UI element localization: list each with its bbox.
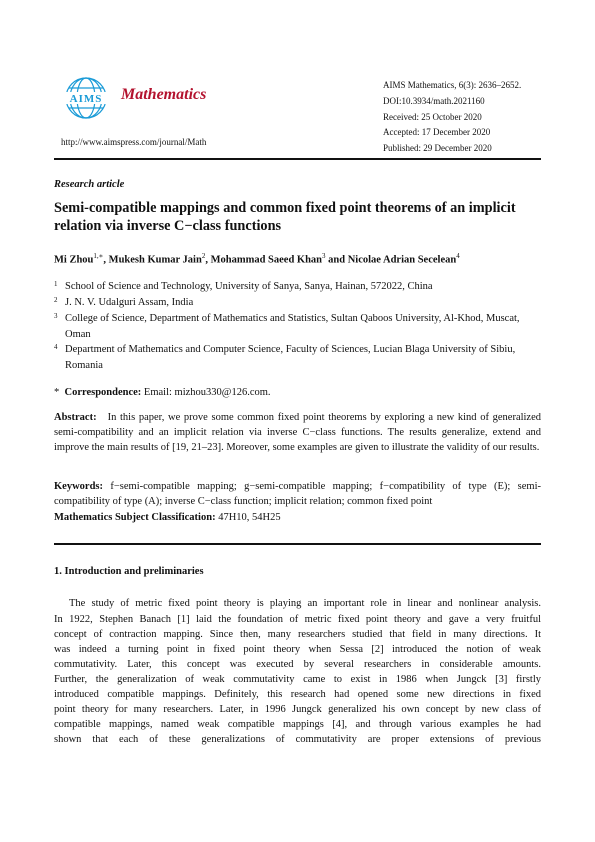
correspondence-star: * [54, 387, 60, 398]
body-line: compatible mappings, named weak compatible mappings [4], and through various examples he had [54, 719, 541, 730]
author-separator: and [325, 254, 348, 266]
author-affiliation-mark: 1,∗ [93, 252, 104, 260]
doi[interactable]: DOI:10.3934/math.2021160 [383, 95, 485, 106]
body-line: The study of metric fixed point theory is playing an important role in linear and nonlinear analysis. [69, 598, 541, 609]
keywords [54, 479, 541, 509]
msc-label: Mathematics Subject Classification: [54, 512, 216, 523]
author-separator: , [205, 254, 211, 266]
correspondence-label: Correspondence: [64, 387, 142, 398]
correspondence-email[interactable]: Email: mizhou330@126.com. [143, 387, 271, 398]
author-name: Mi Zhou [54, 254, 94, 266]
body-line: introduced compatible mappings. Definitely, this research had opened some new directions in fixed [54, 689, 541, 700]
affiliation-text: School of Science and Technology, University of Sanya, Sanya, Hainan, 572022, China [65, 281, 433, 292]
author-name: Mohammad Saeed Khan [210, 254, 323, 266]
aims-logo [61, 74, 111, 122]
accepted-date: Accepted: 17 December 2020 [383, 127, 491, 138]
affiliation-number: 1 [54, 280, 58, 288]
journal-name: Mathematics [121, 86, 207, 103]
affiliation-number: 4 [54, 343, 58, 351]
body-line: shown that each of these generalizations of commutativity are proper extensions of previous [54, 734, 541, 745]
abstract [54, 410, 541, 455]
affiliation-number: 3 [54, 312, 58, 320]
section-heading: 1. Introduction and preliminaries [54, 566, 204, 577]
author-affiliation-mark: 2 [201, 252, 206, 260]
article-type: Research article [54, 179, 125, 190]
keywords-text: f−semi-compatible mapping; g−semi-compatible mapping; f−compatibility of type (E); semi-compatibility of type (A); inverse C−class function; implicit relation; common fixed point [54, 481, 541, 507]
publication-info [383, 78, 521, 157]
body-line: point theory for many researchers. Later, in 1996 Jungck generalized his own concept by new class of [54, 704, 541, 715]
article-title: Semi-compatible mappings and common fixed point theorems of an implicit relation via inverse C−class functions [54, 200, 516, 234]
affiliation-text: Department of Mathematics and Computer Science, Faculty of Sciences, Lucian Blaga University of Sibiu, Romania [65, 344, 516, 371]
body-line: was indeed a turning point in fixed point theory when Sessa [2] introduced the notion of weak [54, 644, 541, 655]
body-line: commutativity. Later, this concept was executed by several researchers in considerable amounts. [54, 659, 541, 670]
author-name: Mukesh Kumar Jain [108, 254, 202, 266]
abstract-label: Abstract: [54, 412, 97, 423]
body-line: In 1922, Stephen Banach [1] laid the foundation of metric fixed point theory and gave a very fruitful [54, 614, 541, 625]
citation: AIMS Mathematics, 6(3): 2636–2652. [383, 80, 522, 90]
author-list [54, 252, 460, 266]
received-date: Received: 25 October 2020 [383, 111, 482, 122]
keywords-label: Keywords: [54, 481, 103, 492]
author-affiliation-mark: 4 [456, 252, 460, 260]
msc [54, 510, 541, 525]
author-separator: , [103, 254, 109, 266]
author-affiliation-mark: 3 [322, 252, 326, 260]
logo-text: AIMS [69, 93, 103, 105]
body-line: concept of contraction mapping. Since then, many researchers studied that field in many directions. It [54, 629, 541, 640]
affiliation-text: J. N. V. Udalguri Assam, India [65, 297, 194, 308]
header-divider [54, 158, 541, 160]
author-name: Nicolae Adrian Secelean [347, 254, 457, 266]
correspondence [54, 387, 271, 398]
msc-text: 47H10, 54H25 [218, 512, 281, 523]
affiliation-number: 2 [54, 296, 58, 304]
globe-icon [61, 74, 111, 122]
journal-url[interactable]: http://www.aimspress.com/journal/Math [61, 137, 207, 147]
abstract-divider [54, 543, 541, 545]
abstract-text: In this paper, we prove some common fixed point theorems by exploring a new kind of generalized semi-compatibility and an implicit relation via inverse C−class functions. The results generalize, extend and improve the main results of [19, 21–23]. Moreover, some examples are given to illustrate the validity of our results. [54, 412, 542, 453]
body-line: Further, the generalization of weak commutativity came to exist in 1986 when Jungck [3] firstly [54, 674, 541, 685]
affiliation-text: College of Science, Department of Mathematics and Statistics, Sultan Qaboos University, Al-Khod, Muscat, Oman [65, 313, 520, 340]
published-date: Published: 29 December 2020 [383, 143, 492, 154]
